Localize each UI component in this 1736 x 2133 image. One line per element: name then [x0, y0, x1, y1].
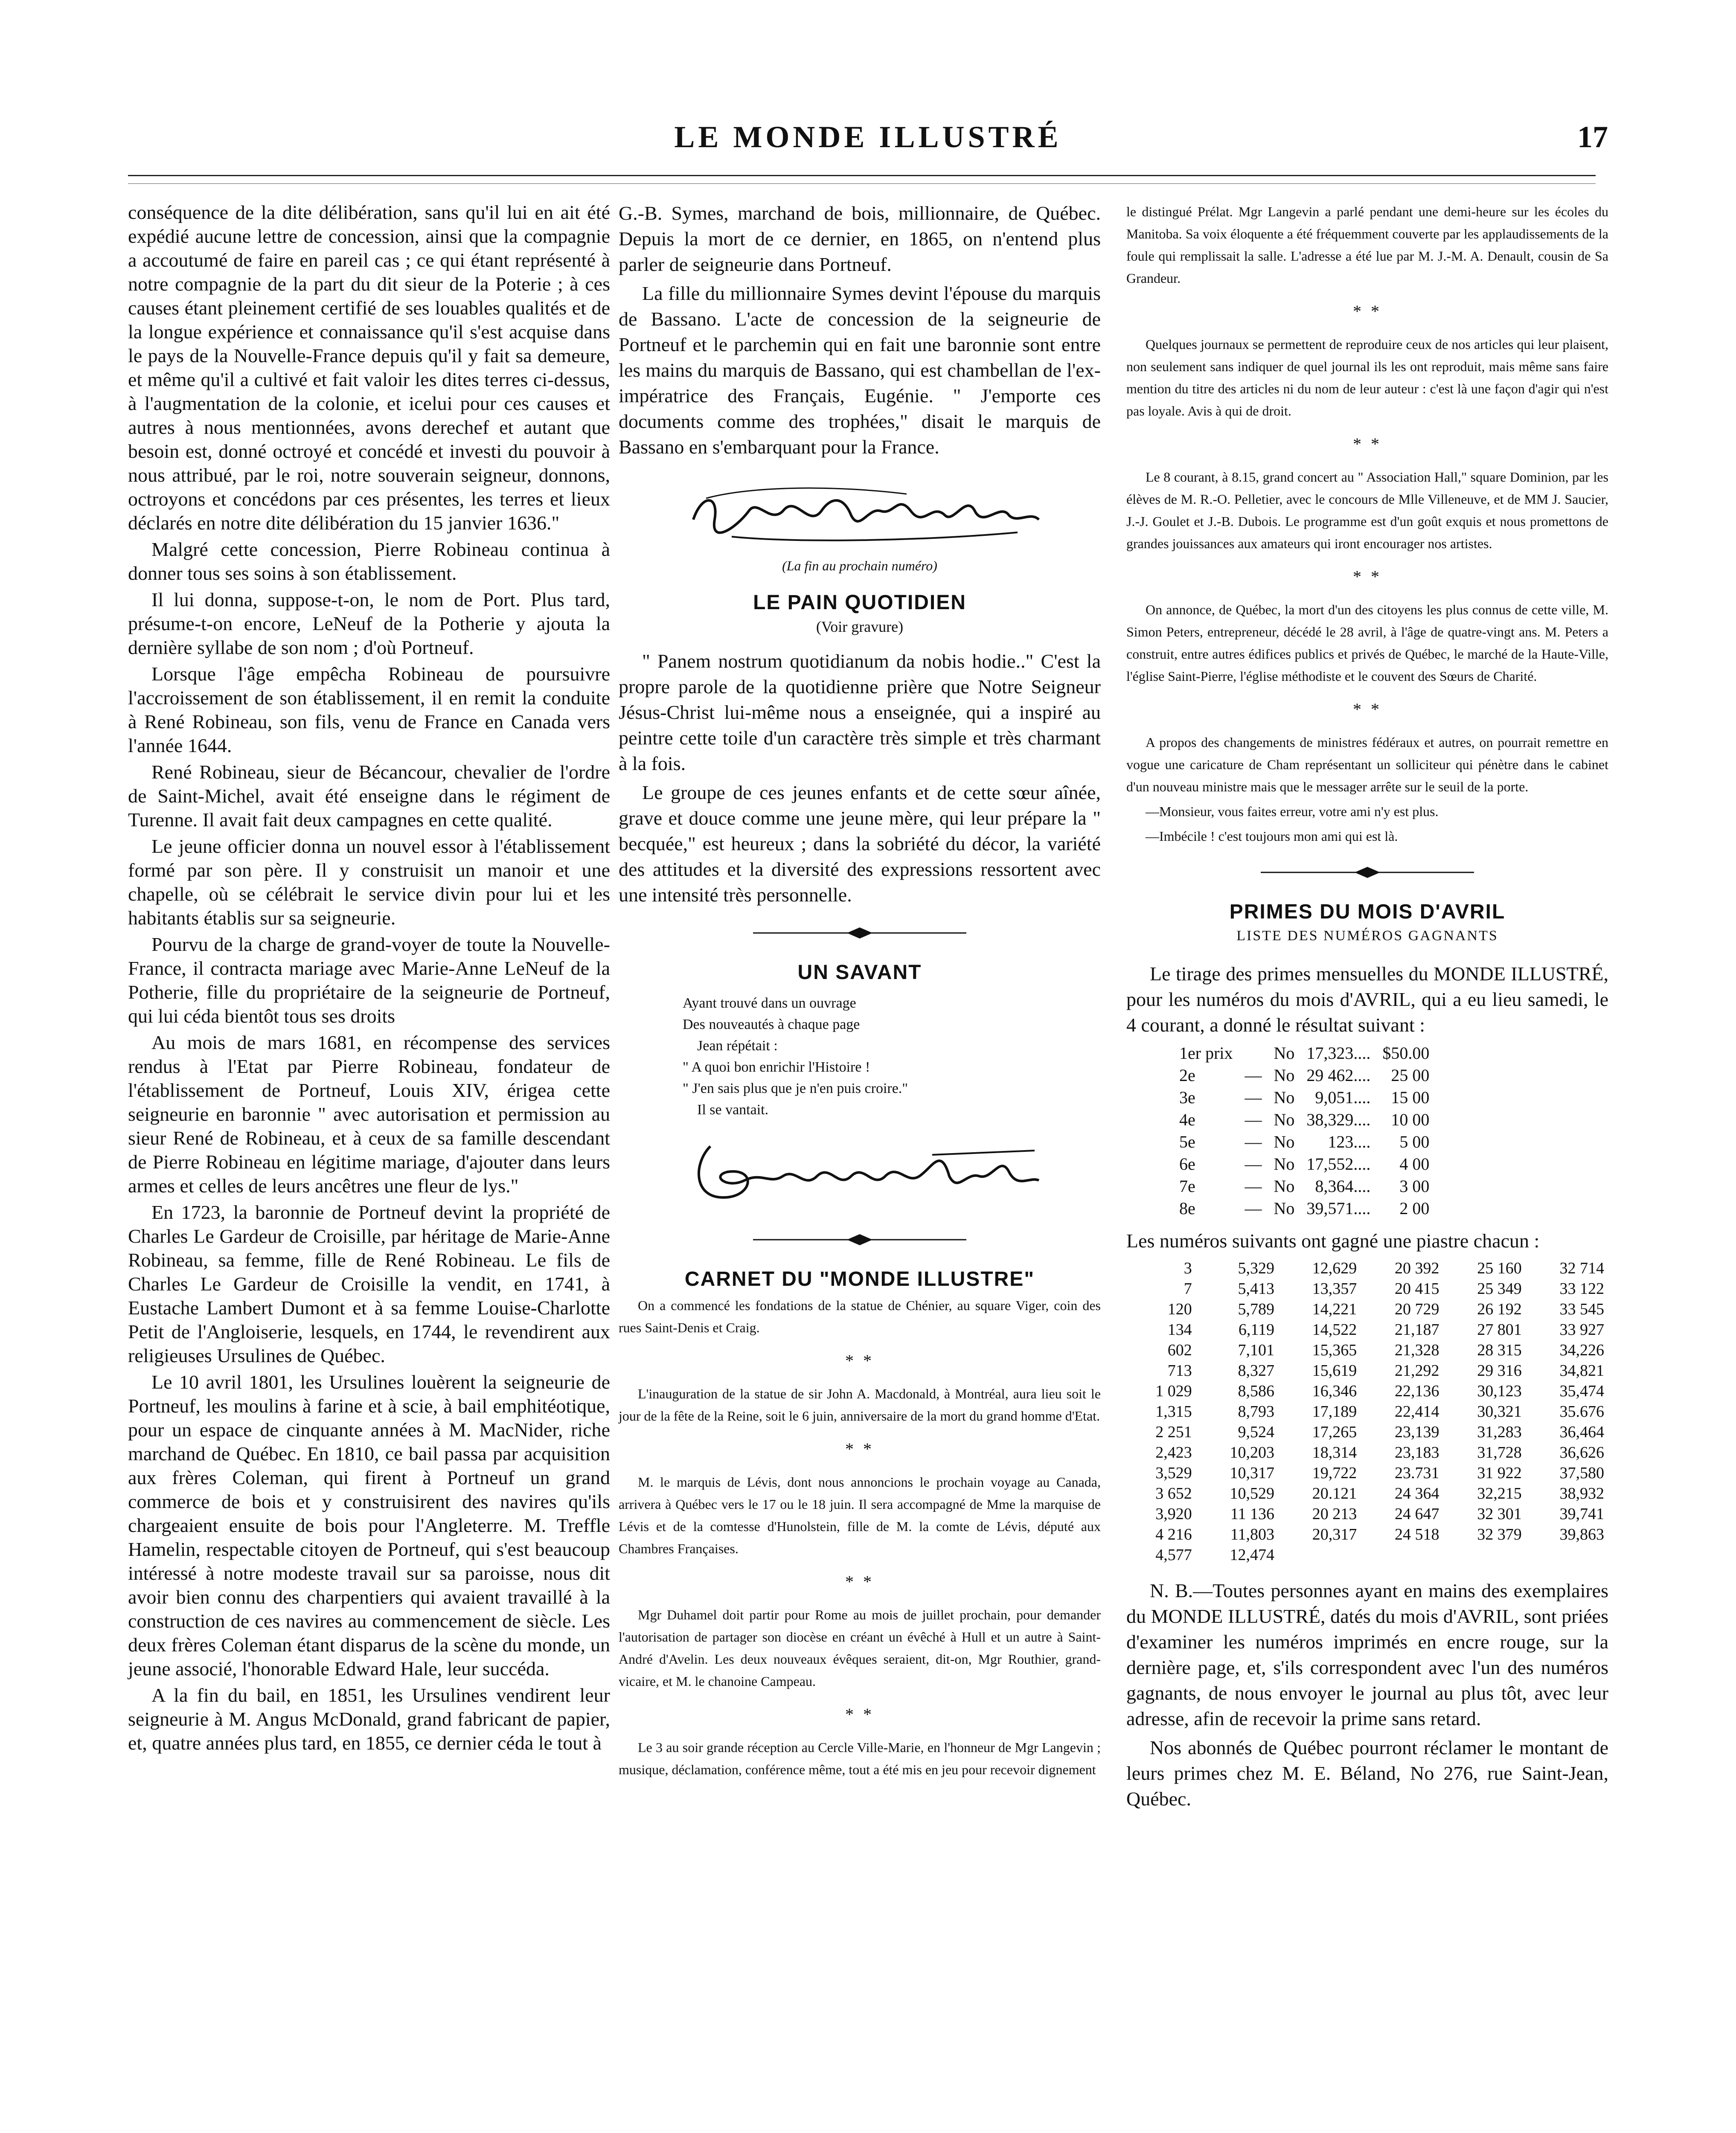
prize-number: 39,571....	[1306, 1199, 1371, 1218]
winning-number: 22,414	[1394, 1403, 1439, 1421]
winners-row	[1126, 1422, 1608, 1442]
prize-number: 123....	[1328, 1132, 1371, 1151]
ornament-divider	[1126, 864, 1608, 883]
winning-number: 6,119	[1238, 1321, 1274, 1339]
separator-stars: * *	[1353, 700, 1382, 719]
winning-number: 38,932	[1559, 1485, 1604, 1502]
news-item: Quelques journaux se permettent de reproduire ceux de nos articles qui leur plaisent, non seulement sans indiquer de quel journal ils les ont reproduit, mais même sans faire mention du titre des articles ni du nom de leur auteur : c'est là une façon d'agir qui n'est pas loyale. Avis à qui de droit.	[1126, 337, 1608, 418]
savant-poem	[683, 993, 1101, 1121]
poem-line: " J'en sais plus que je n'en puis croire."	[683, 1081, 908, 1096]
winners-row	[1126, 1442, 1608, 1463]
winning-number: 11 136	[1230, 1505, 1274, 1523]
winners-row	[1126, 1299, 1608, 1319]
prize-amount: 2 00	[1399, 1199, 1430, 1218]
winning-number: 4 216	[1155, 1526, 1192, 1543]
winning-number: 7,101	[1238, 1341, 1274, 1359]
winning-number: 5,789	[1238, 1300, 1274, 1318]
paragraph: Lorsque l'âge empêcha Robineau de poursuivre l'accroissement de son établissement, il en remit la conduite à René Robineau, son fils, venu de France en Canada vers l'année 1644.	[128, 663, 610, 756]
winning-number: 24 647	[1394, 1505, 1439, 1523]
winning-number: 15,365	[1312, 1341, 1357, 1359]
winners-row	[1126, 1463, 1608, 1483]
winners-row	[1126, 1340, 1608, 1360]
winning-number: 20.121	[1312, 1485, 1357, 1502]
prize-row	[1173, 1042, 1435, 1064]
winning-number: 35.676	[1559, 1403, 1604, 1421]
winning-number: 18,314	[1312, 1444, 1357, 1462]
winning-number: 39,741	[1559, 1505, 1604, 1523]
prize-row	[1173, 1109, 1435, 1131]
prize-no: No	[1274, 1177, 1295, 1196]
header-rule-thin	[128, 183, 1596, 184]
prize-dash: —	[1245, 1177, 1262, 1196]
paragraph: Le jeune officier donna un nouvel essor à l'établissement formé par son père. Il y construisit un manoir et une chapelle, où se célébrait le service divin pour lui et les habitants établis sur sa seigneurie.	[128, 835, 610, 929]
paragraph: A la fin du bail, en 1851, les Ursulines vendirent leur seigneurie à M. Angus McDonald, grand fabricant de papier, et, quatre années plus tard, en 1855, ce dernier céda le tout à	[128, 1684, 610, 1754]
winning-number: 1 029	[1155, 1382, 1192, 1400]
winning-number: 25 160	[1477, 1259, 1522, 1277]
prize-row	[1173, 1197, 1435, 1220]
winning-number: 24 518	[1394, 1526, 1439, 1543]
winning-number: 602	[1167, 1341, 1192, 1359]
news-item: Mgr Duhamel doit partir pour Rome au mois de juillet prochain, pour demander l'autorisation de partager son diocèse en créant un évêché à Hull et un autre à Saint-André d'Avelin. Les deux nouveaux évêques seraient, dit-on, Mgr Routhier, grand-vicaire, et M. le chanoine Campeau.	[619, 1607, 1101, 1689]
winning-number: 33 927	[1559, 1321, 1604, 1339]
winners-row	[1126, 1319, 1608, 1340]
winning-number	[1361, 1545, 1443, 1565]
separator-stars: * *	[845, 1705, 874, 1724]
winning-number: 8,793	[1238, 1403, 1274, 1421]
separator-stars: * *	[1353, 567, 1382, 586]
winning-number: 14,221	[1312, 1300, 1357, 1318]
winning-number: 25 349	[1477, 1280, 1522, 1298]
winners-row	[1126, 1381, 1608, 1401]
news-item: Le 8 courant, à 8.15, grand concert au " Association Hall," square Dominion, par les élèves de M. R.-O. Pelletier, avec le concours de Mlle Villeneuve, et de MM J. Saucier, J.-J. Goulet et J.-B. Dubois. Le programme est d'un goût exquis et nous promettons de grandes jouissances aux amateurs qui iront encourager nos artistes.	[1126, 469, 1608, 551]
paragraph: Pourvu de la charge de grand-voyer de toute la Nouvelle-France, il contracta mariage avec Marie-Anne LeNeuf de la Potherie, fille du propriétaire de la seigneurie de Portneuf, qui lui céda bientôt tous ses droits	[128, 933, 610, 1027]
paragraph: La fille du millionnaire Symes devint l'épouse du marquis de Bassano. L'acte de concession de la seigneurie de Portneuf et le parchemin qui en fait une baronnie sont entre les mains du marquis de Bassano, qui est chambellan de l'ex-impératrice des Français, Eugénie. " J'emporte ces documents comme des trophées," disait le marquis de Bassano en s'embarquant pour la France.	[619, 282, 1101, 458]
separator-stars: * *	[845, 1439, 874, 1459]
prize-no: No	[1274, 1088, 1295, 1107]
winning-number: 39,863	[1559, 1526, 1604, 1543]
column-middle	[619, 201, 1101, 1783]
prize-number: 17,552....	[1306, 1154, 1371, 1174]
primes-subheading: LISTE DES NUMÉROS GAGNANTS	[1236, 928, 1498, 944]
paragraph: conséquence de la dite délibération, sans qu'il lui en ait été expédié aucune lettre de concession, ainsi que la compagnie a accoutumé de faire en pareil cas ; ce qui étant représenté à notre compagnie de la part du dit sieur de la Poterie ; à ces causes étant pleinement certifié de ses louables qualités et de la longue expérience et connaissance qu'il s'est acquise dans le pays de la Nouvelle-France depuis qu'il y fait sa demeure, et même qu'il a cultivé et fait valoir les dites terres ci-dessus, à l'augmentation de la colonie, et icelui pour ces causes et autres à nous mentionnées, avons derechef et autant que besoin est, donné octroyé et concédé et investi du pouvoir à nous attribué, par le roi, notre souverain seigneur, donnons, octroyons et concédons par ces présentes, les terres et lieux déclarés en notre dite délibération du 15 janvier 1636."	[128, 201, 610, 534]
winning-number	[1526, 1545, 1608, 1565]
winning-number: 30,321	[1477, 1403, 1522, 1421]
column-right	[1126, 201, 1608, 1815]
winners-table	[1126, 1258, 1608, 1565]
prize-no: No	[1274, 1110, 1295, 1129]
winning-number: 31 922	[1477, 1464, 1522, 1482]
winning-number: 713	[1167, 1362, 1192, 1380]
winning-number: 30,123	[1477, 1382, 1522, 1400]
winning-number: 5,329	[1238, 1259, 1274, 1277]
paragraph: Le groupe de ces jeunes enfants et de cette sœur aînée, grave et douce comme une jeune mère, qui leur prépare la " becquée," est heureux ; dans la sobriété du décor, la variété des attitudes et la diversité des expressions ressortent avec une intensité très personnelle.	[619, 782, 1101, 906]
prize-table	[1173, 1042, 1435, 1220]
winners-row	[1126, 1258, 1608, 1279]
winning-number: 3 652	[1155, 1485, 1192, 1502]
prize-rank: 7e	[1179, 1177, 1195, 1196]
header-rule	[128, 175, 1596, 176]
winners-row	[1126, 1483, 1608, 1504]
winning-number: 3,529	[1155, 1464, 1192, 1482]
prize-row	[1173, 1153, 1435, 1175]
winners-row	[1126, 1401, 1608, 1422]
ornament-divider-icon	[1261, 866, 1474, 879]
winning-number: 10,529	[1230, 1485, 1274, 1502]
winning-number: 10,203	[1230, 1444, 1274, 1462]
winners-row	[1126, 1360, 1608, 1381]
winning-number: 17,265	[1312, 1423, 1357, 1441]
page-title: LE MONDE ILLUSTRÉ	[674, 120, 1062, 154]
prize-number: 9,051....	[1315, 1088, 1371, 1107]
winning-number: 33 545	[1559, 1300, 1604, 1318]
prize-row	[1173, 1175, 1435, 1197]
winning-number: 2,423	[1155, 1444, 1192, 1462]
prize-number: 17,323....	[1306, 1043, 1371, 1063]
prize-dash: —	[1245, 1199, 1262, 1218]
prize-no: No	[1274, 1043, 1295, 1063]
winning-number: 20 392	[1394, 1259, 1439, 1277]
dialogue-line: —Monsieur, vous faites erreur, votre ami n'y est plus.	[1146, 804, 1439, 819]
winning-number: 7	[1184, 1280, 1192, 1298]
prize-rank: 3e	[1179, 1088, 1195, 1107]
prize-number: 8,364....	[1315, 1177, 1371, 1196]
prize-dash: —	[1245, 1154, 1262, 1174]
paragraph: " Panem nostrum quotidianum da nobis hodie.." C'est la propre parole de la quotidienne prière que Notre Seigneur Jésus-Christ lui-même nous a enseignée, qui a inspiré au peintre cette toile d'un caractère très simple et très charmant à la fois.	[619, 650, 1101, 774]
winning-number: 23,183	[1394, 1444, 1439, 1462]
winning-number: 31,728	[1477, 1444, 1522, 1462]
winning-number: 36,464	[1559, 1423, 1604, 1441]
winning-number: 12,474	[1230, 1546, 1274, 1564]
page-number: 17	[1577, 120, 1608, 154]
primes-heading: PRIMES DU MOIS D'AVRIL	[1229, 901, 1506, 923]
prize-no: No	[1274, 1066, 1295, 1085]
winning-number: 33 122	[1559, 1280, 1604, 1298]
paragraph: René Robineau, sieur de Bécancour, chevalier de l'ordre de Saint-Michel, avait été enseigne dans le régiment de Turenne. Il avait fait deux campagnes en cette qualité.	[128, 761, 610, 831]
prize-dash: —	[1245, 1110, 1262, 1129]
prize-row	[1173, 1087, 1435, 1109]
nb-note: N. B.—Toutes personnes ayant en mains des exemplaires du MONDE ILLUSTRÉ, datés du mois d'AVRIL, sont priées d'examiner les numéros imprimés en encre rouge, sur la dernière page, et, s'ils correspondent avec l'un des numéros gagnants, de nous envoyer le journal au plus tôt, avec leur adresse, afin de recevoir la prime sans retard.	[1126, 1580, 1608, 1729]
paragraph: Malgré cette concession, Pierre Robineau continua à donner tous ses soins à son établissement.	[128, 538, 610, 584]
news-item: On annonce, de Québec, la mort d'un des citoyens les plus connus de cette ville, M. Simon Peters, entrepreneur, décédé le 28 avril, à l'âge de quatre-vingt ans. M. Peters a construit, entre autres édifices publics et privés de Québec, le marché de la Haute-Ville, l'église Saint-Pierre, l'église méthodiste et le couvent des Sœurs de Charité.	[1126, 602, 1608, 684]
savant-heading: UN SAVANT	[797, 961, 922, 984]
signature-roy-image	[668, 468, 1052, 554]
continuation-caption: (La fin au prochain numéro)	[782, 558, 937, 573]
poem-line: Jean répétait :	[683, 1038, 778, 1054]
winning-number: 20 729	[1394, 1300, 1439, 1318]
prize-dash	[1239, 1042, 1268, 1064]
winning-number: 26 192	[1477, 1300, 1522, 1318]
winning-number: 21,292	[1394, 1362, 1439, 1380]
ornament-divider-icon	[753, 1233, 966, 1246]
winning-number: 23.731	[1394, 1464, 1439, 1482]
poem-line: Ayant trouvé dans un ouvrage	[683, 995, 856, 1011]
news-item: Le 3 au soir grande réception au Cercle Ville-Marie, en l'honneur de Mgr Langevin ; musique, déclamation, conférence même, tout a été mis en jeu pour recevoir dignement	[619, 1740, 1101, 1777]
winning-number: 34,821	[1559, 1362, 1604, 1380]
separator-stars: * *	[845, 1351, 874, 1370]
prize-amount: 10 00	[1391, 1110, 1430, 1129]
winning-number: 27 801	[1477, 1321, 1522, 1339]
winning-number: 28 315	[1477, 1341, 1522, 1359]
winning-number: 31,283	[1477, 1423, 1522, 1441]
prize-amount: 4 00	[1399, 1154, 1430, 1174]
prize-rank: 6e	[1179, 1154, 1195, 1174]
news-item: le distingué Prélat. Mgr Langevin a parlé pendant une demi-heure sur les écoles du Manitoba. Sa voix éloquente a été fréquemment couverte par les applaudissements de la foule qui remplissait la salle. L'adresse a été lue par M. J.-M. A. Denault, cousin de Sa Grandeur.	[1126, 204, 1608, 286]
paragraph: Le 10 avril 1801, les Ursulines louèrent la seigneurie de Portneuf, les moulins à farine et à scie, à bail emphitéotique, pour un espace de cinquante années à M. MacNider, riche marchand de Québec. En 1810, ce bail passa par acquisition aux frères Coleman, qui firent à Portneuf un grand commerce de bois et y construisirent des navires qu'ils chargeaient ensuite de bois pour l'Angleterre. M. Treffle Hamelin, respectable citoyen de Portneuf, qui s'est beaucoup intéressé à notre modeste travail sur sa paroisse, nous dit avoir bien connu des charpentiers qui avaient travaillé à la construction de ces navires au commencement de siècle. Les deux frères Coleman étant disparus de la scène du monde, un jeune associé, l'honorable Edward Hale, leur succéda.	[128, 1371, 610, 1680]
prize-rank: 2e	[1179, 1066, 1195, 1085]
paragraph: Au mois de mars 1681, en récompense des services rendus à l'Etat par Pierre Robineau, fondateur de l'établissement de Portneuf, Louis XIV, érigea cette seigneurie en baronnie " avec autorisation et permission au sieur René de Robineau, et à ceux de sa famille descendant de Pierre Robineau en légitime mariage, d'ajouter dans leurs armes et celles de leurs ancêtres une fleur de lys."	[128, 1032, 610, 1197]
poem-line: " A quoi bon enrichir l'Histoire !	[683, 1059, 870, 1075]
signature-sulte-image	[668, 1129, 1052, 1215]
prize-amount: 15 00	[1391, 1088, 1430, 1107]
quebec-note: Nos abonnés de Québec pourront réclamer le montant de leurs primes chez M. E. Béland, No 276, rue Saint-Jean, Québec.	[1126, 1737, 1608, 1810]
winning-number: 23,139	[1394, 1423, 1439, 1441]
poem-line: Des nouveautés à chaque page	[683, 1017, 860, 1032]
separator-stars: * *	[845, 1572, 874, 1591]
winning-number: 17,189	[1312, 1403, 1357, 1421]
winning-number: 22,136	[1394, 1382, 1439, 1400]
winning-number: 19,722	[1312, 1464, 1357, 1482]
winners-row	[1126, 1545, 1608, 1565]
winning-number: 15,619	[1312, 1362, 1357, 1380]
pain-subheading: (Voir gravure)	[816, 618, 904, 635]
prize-rank: 8e	[1179, 1199, 1195, 1218]
news-item: On a commencé les fondations de la statue de Chénier, au square Viger, coin des rues Saint-Denis et Craig.	[619, 1298, 1101, 1335]
winning-number: 16,346	[1312, 1382, 1357, 1400]
winning-number: 24 364	[1394, 1485, 1439, 1502]
pain-heading: LE PAIN QUOTIDIEN	[753, 591, 966, 614]
winning-number: 35,474	[1559, 1382, 1604, 1400]
prize-amount: 5 00	[1399, 1132, 1430, 1151]
winning-number: 36,626	[1559, 1444, 1604, 1462]
column-left	[128, 201, 610, 1758]
paragraph: En 1723, la baronnie de Portneuf devint la propriété de Charles Le Gardeur de Croisille, par héritage de Marie-Anne Robineau, sa femme, fille de René Robineau. Le fils de Charles Le Gardeur de Croisille la vendit, en 1741, à Eustache Lambert Dumont et à sa femme Louise-Charlotte Petit de l'Angloiserie, lesquels, en 1744, le revendirent aux religieuses Ursulines de Québec.	[128, 1201, 610, 1366]
prize-number: 29 462....	[1306, 1066, 1371, 1085]
winning-number: 2 251	[1155, 1423, 1192, 1441]
ornament-divider-icon	[753, 927, 966, 939]
winning-number: 5,413	[1238, 1280, 1274, 1298]
separator-stars: * *	[1353, 302, 1382, 321]
prize-row	[1173, 1131, 1435, 1153]
ornament-divider	[619, 1232, 1101, 1250]
winning-number: 1,315	[1155, 1403, 1192, 1421]
winning-number: 10,317	[1230, 1464, 1274, 1482]
winning-number: 20 213	[1312, 1505, 1357, 1523]
piastre-intro: Les numéros suivants ont gagné une piastre chacun :	[1126, 1230, 1540, 1252]
separator-stars: * *	[1353, 434, 1382, 453]
winning-number: 3	[1184, 1259, 1192, 1277]
winners-row	[1126, 1279, 1608, 1299]
winning-number: 14,522	[1312, 1321, 1357, 1339]
prize-amount: 25 00	[1391, 1066, 1430, 1085]
winners-row	[1126, 1504, 1608, 1524]
primes-intro: Le tirage des primes mensuelles du MONDE ILLUSTRÉ, pour les numéros du mois d'AVRIL, qui a eu lieu samedi, le 4 courant, a donné le résultat suivant :	[1126, 963, 1608, 1036]
winning-number: 134	[1167, 1321, 1192, 1339]
signature-roy	[619, 468, 1101, 554]
winning-number: 29 316	[1477, 1362, 1522, 1380]
winners-row	[1126, 1524, 1608, 1545]
paragraph: G.-B. Symes, marchand de bois, millionnaire, de Québec. Depuis la mort de ce dernier, en 1865, on n'entend plus parler de seigneurie dans Portneuf.	[619, 202, 1101, 275]
poem-line: Il se vantait.	[683, 1102, 769, 1118]
winning-number: 120	[1167, 1300, 1192, 1318]
paragraph: Il lui donna, suppose-t-on, le nom de Port. Plus tard, présume-t-on encore, LeNeuf de la Potherie y ajouta la dernière syllabe de son nom ; d'où Portneuf.	[128, 589, 610, 658]
signature-sulte	[619, 1129, 1101, 1215]
winning-number: 11,803	[1230, 1526, 1274, 1543]
winning-number: 20,317	[1312, 1526, 1357, 1543]
prize-amount: $50.00	[1382, 1043, 1430, 1063]
prize-no: No	[1274, 1199, 1295, 1218]
dialogue-line: —Imbécile ! c'est toujours mon ami qui est là.	[1146, 828, 1398, 844]
prize-dash: —	[1245, 1066, 1262, 1085]
winning-number: 32 301	[1477, 1505, 1522, 1523]
winning-number: 34,226	[1559, 1341, 1604, 1359]
winning-number: 8,586	[1238, 1382, 1274, 1400]
news-item: L'inauguration de la statue de sir John A. Macdonald, à Montréal, aura lieu soit le jour de la fête de la Reine, soit le 6 juin, anniversaire de la mort du grand homme d'Etat.	[619, 1386, 1101, 1424]
winning-number: 3,920	[1155, 1505, 1192, 1523]
winning-number: 9,524	[1238, 1423, 1274, 1441]
winning-number: 12,629	[1312, 1259, 1357, 1277]
carnet-heading: CARNET DU "MONDE ILLUSTRE"	[684, 1268, 1035, 1290]
winning-number: 13,357	[1312, 1280, 1357, 1298]
winning-number: 32 714	[1559, 1259, 1604, 1277]
winning-number: 8,327	[1238, 1362, 1274, 1380]
winning-number: 4,577	[1155, 1546, 1192, 1564]
winning-number: 21,187	[1394, 1321, 1439, 1339]
winning-number: 32 379	[1477, 1526, 1522, 1543]
prize-number: 38,329....	[1306, 1110, 1371, 1129]
winning-number: 37,580	[1559, 1464, 1604, 1482]
winning-number: 21,328	[1394, 1341, 1439, 1359]
prize-no: No	[1274, 1132, 1295, 1151]
prize-rank: 1er prix	[1179, 1043, 1233, 1063]
prize-row	[1173, 1064, 1435, 1087]
prize-no: No	[1274, 1154, 1295, 1174]
prize-rank: 4e	[1179, 1110, 1195, 1129]
ornament-divider	[619, 925, 1101, 944]
prize-rank: 5e	[1179, 1132, 1195, 1151]
winning-number: 20 415	[1394, 1280, 1439, 1298]
news-item: M. le marquis de Lévis, dont nous annoncions le prochain voyage au Canada, arrivera à Québec vers le 17 ou le 18 juin. Il sera accompagné de Mme la marquise de Lévis et de la comtesse d'Hunolstein, fille de M. la comte de Lévis, député aux Chambres Françaises.	[619, 1474, 1101, 1556]
news-item: A propos des changements de ministres fédéraux et autres, on pourrait remettre en vogue une caricature de Cham représentant un solliciteur qui pénètre dans le cabinet d'un nouveau ministre mais que le messager arrête sur le seuil de la porte.	[1126, 735, 1608, 794]
prize-amount: 3 00	[1399, 1177, 1430, 1196]
prize-dash: —	[1245, 1088, 1262, 1107]
prize-dash: —	[1245, 1132, 1262, 1151]
winning-number	[1443, 1545, 1526, 1565]
winning-number: 32,215	[1477, 1485, 1522, 1502]
winning-number	[1279, 1545, 1361, 1565]
